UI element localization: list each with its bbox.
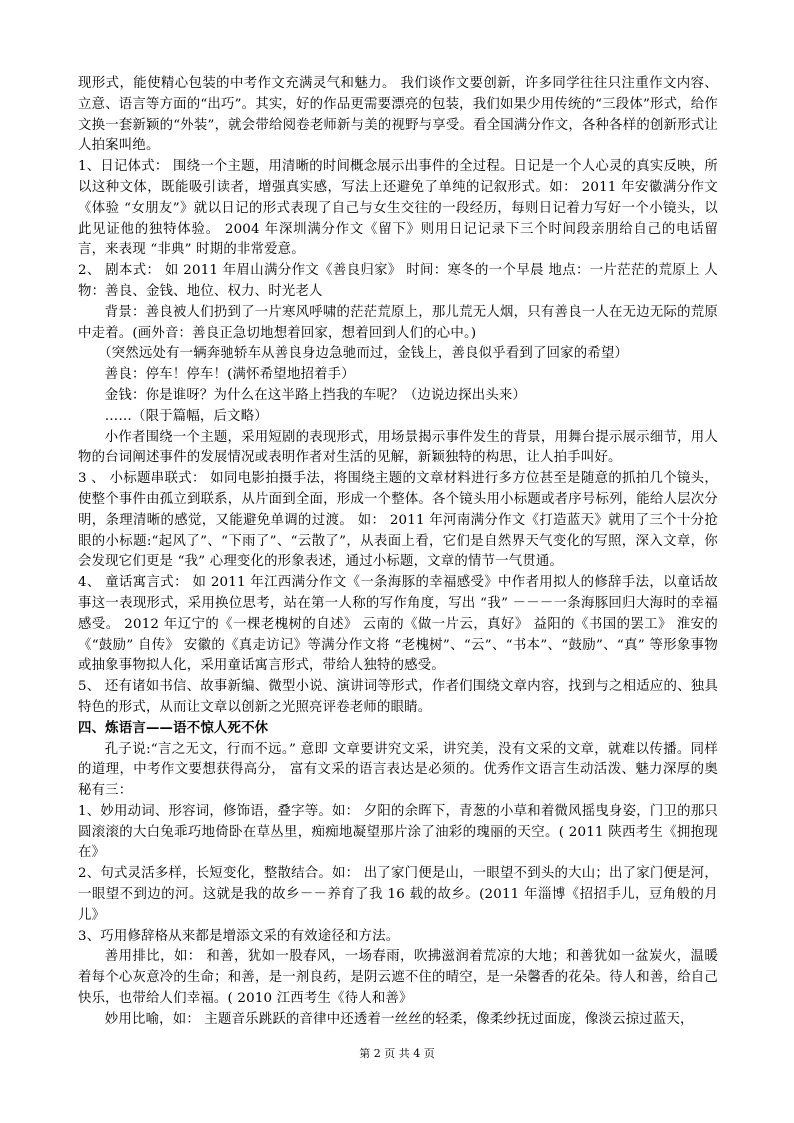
page-footer: 第 2 页 共 4 页 — [359, 1047, 435, 1060]
paragraph-intro: 现形式，能使精心包装的中考作文充满灵气和魅力。 我们谈作文要创新，许多同学往往只注重作文内容、立意、语言等方面的“出巧”。其实，好的作品更需要漂亮的包装，我们如果少用传统的“三段体”形式，给作文换一套新颖的“外装”，就会带给阅卷老师新与美的视野与享受。看全国满分作文，各种各样的创新形式让人拍案叫绝。 — [78, 76, 718, 154]
paragraph-metaphor: 妙用比喻，如： 主题音乐跳跃的音律中还透着一丝丝的轻柔，像柔纱抚过面庞，像淡云掠过蓝天， — [104, 1011, 694, 1027]
paragraph-other-forms: 5、 还有诸如书信、故事新编、微型小说、演讲词等形式，作者们围绕文章内容，找到与之相适应的、独具特色的形式，从而让文章以创新之光照亮评卷老师的眼睛。 — [78, 679, 718, 715]
paragraph-verbs: 1、妙用动词、形容词，修饰语，叠字等。如： 夕阳的余晖下，青葱的小草和着微风摇曳身姿，门卫的那只圆滚滚的大白兔乖巧地倚卧在草丛里，痴痴地凝望那片涂了油彩的瑰丽的天空。( 2011 陕西考生《拥抱现在》 — [78, 803, 718, 861]
paragraph-parallelism: 善用排比，如： 和善，犹如一股春风，一场春雨，吹拂滋润着荒凉的大地；和善犹如一盆炭火，温暖着每个心灰意冷的生命；和善，是一剂良药，是阴云遮不住的晴空，是一朵馨香的花朵。待人和善，给自己快乐，也带给人们幸福。( 2010 江西考生《待人和善》 — [78, 949, 718, 1007]
paragraph-sentences: 2、句式灵活多样，长短变化，整散结合。如： 出了家门便是山，一眼望不到头的大山；出了家门便是河，一眼望不到边的河。这就是我的故乡－－养育了我 16 载的故乡。(2011 年淄博《招招手儿，豆角般的月儿》 — [78, 866, 718, 923]
paragraph-stage-direction: （突然远处有一辆奔驰轿车从善良身边急驰而过，金钱上，善良似乎看到了回家的希望） — [98, 346, 629, 362]
paragraph-diary: 1、日记体式： 围绕一个主题，用清晰的时间概念展示出事件的全过程。日记是一个人心灵的真实反映，所以这种文体，既能吸引读者，增强真实感，写法上还避免了单纯的记叙形式。如： 2011 年安徽满分作文《体验 “女朋友”》就以日记的形式表现了自己与女生交往的一段经历，每则日记着力写好一个小镜头，以此见证他的独特体验。 2004 年深圳满分作文《留下》则用日记记录下三个时间段亲朋给自己的电话留言，来表现 “非典” 时期的非常爱意。 — [78, 159, 718, 258]
document-body — [78, 74, 718, 1031]
paragraph-dialogue-kindness: 善良：停车！停车！(满怀希望地招着手） — [104, 367, 355, 383]
paragraph-fairytale: 4、 童话寓言式： 如 2011 年江西满分作文《一条海豚的幸福感受》中作者用拟人的修辞手法，以童话故事这一表现形式，采用换位思考，站在第一人称的写作角度，写出 “我” －－－一条海豚回归大海时的幸福感受。 2012 年辽宁的《一棵老槐树的自述》 云南的《做一片云，真好》 益阳的《书国的罢工》 淮安的《“鼓励” 自传》 安徽的《真走访记》等满分作文将 “老槐树”、“云”、“书本”、“鼓励”、“真” 等形象事物或抽象事物拟人化，采用童话寓言形式，带给人独特的感受。 — [78, 575, 718, 674]
paragraph-script-comment: 小作者围绕一个主题，采用短剧的表现形式，用场景揭示事件发生的背景，用舞台提示展示细节，用人物的台词阐述事件的发展情况或表明作者对生活的见解，新颖独特的构思，让人拍手叫好。 — [78, 429, 718, 466]
paragraph-background: 背景：善良被人们扔到了一片寒风呼啸的茫茫荒原上，那儿荒无人烟，只有善良一人在无边无际的荒原中走着。(画外音：善良正急切地想着回家，想着回到人们的心中。) — [78, 304, 718, 341]
paragraph-subtitles: 3 、 小标题串联式： 如同电影拍摄手法，将围绕主题的文章材料进行多方位甚至是随意的抓拍几个镜头，使整个事件由孤立到联系，从片面到全面，形成一个整体。各个镜头用小标题或者序号标列，能给人层次分明，条理清晰的感觉，又能避免单调的过渡。 如： 2011 年河南满分作文《打造蓝天》就用了三个十分抢眼的小标题:“起风了”、“下雨了”、“云散了”，从表面上看，它们是自然界天气变化的写照，深入文章，你会发现它们更是 “我” 心理变化的形象表述，通过小标题，文章的情节一气贯通。 — [78, 471, 718, 570]
paragraph-rhetoric: 3、巧用修辞格从来都是增添文采的有效途径和方法。 — [78, 928, 400, 944]
paragraph-omitted: ……（限于篇幅，后文略） — [104, 408, 268, 424]
section-heading: 四、炼语言——语不惊人死不休 — [78, 720, 269, 736]
paragraph-dialogue-money: 金钱：你是谁呀？为什么在这半路上挡我的车呢？（边说边探出头来） — [104, 387, 527, 403]
paragraph-confucius: 孔子说:“言之无文，行而不远。” 意即 文章要讲究文采，讲究美，没有文采的文章，就难以传播。同样的道理，中考作文要想获得高分， 富有文采的语言表达是必须的。优秀作文语言生动活泼、魅力深厚的奥秘有三： — [78, 741, 718, 799]
paragraph-script: 2、 剧本式： 如 2011 年眉山满分作文《善良归家》 时间：寒冬的一个早晨 地点：一片茫茫的荒原上 人物：善良、金钱、地位、权力、时光老人 — [78, 263, 718, 299]
